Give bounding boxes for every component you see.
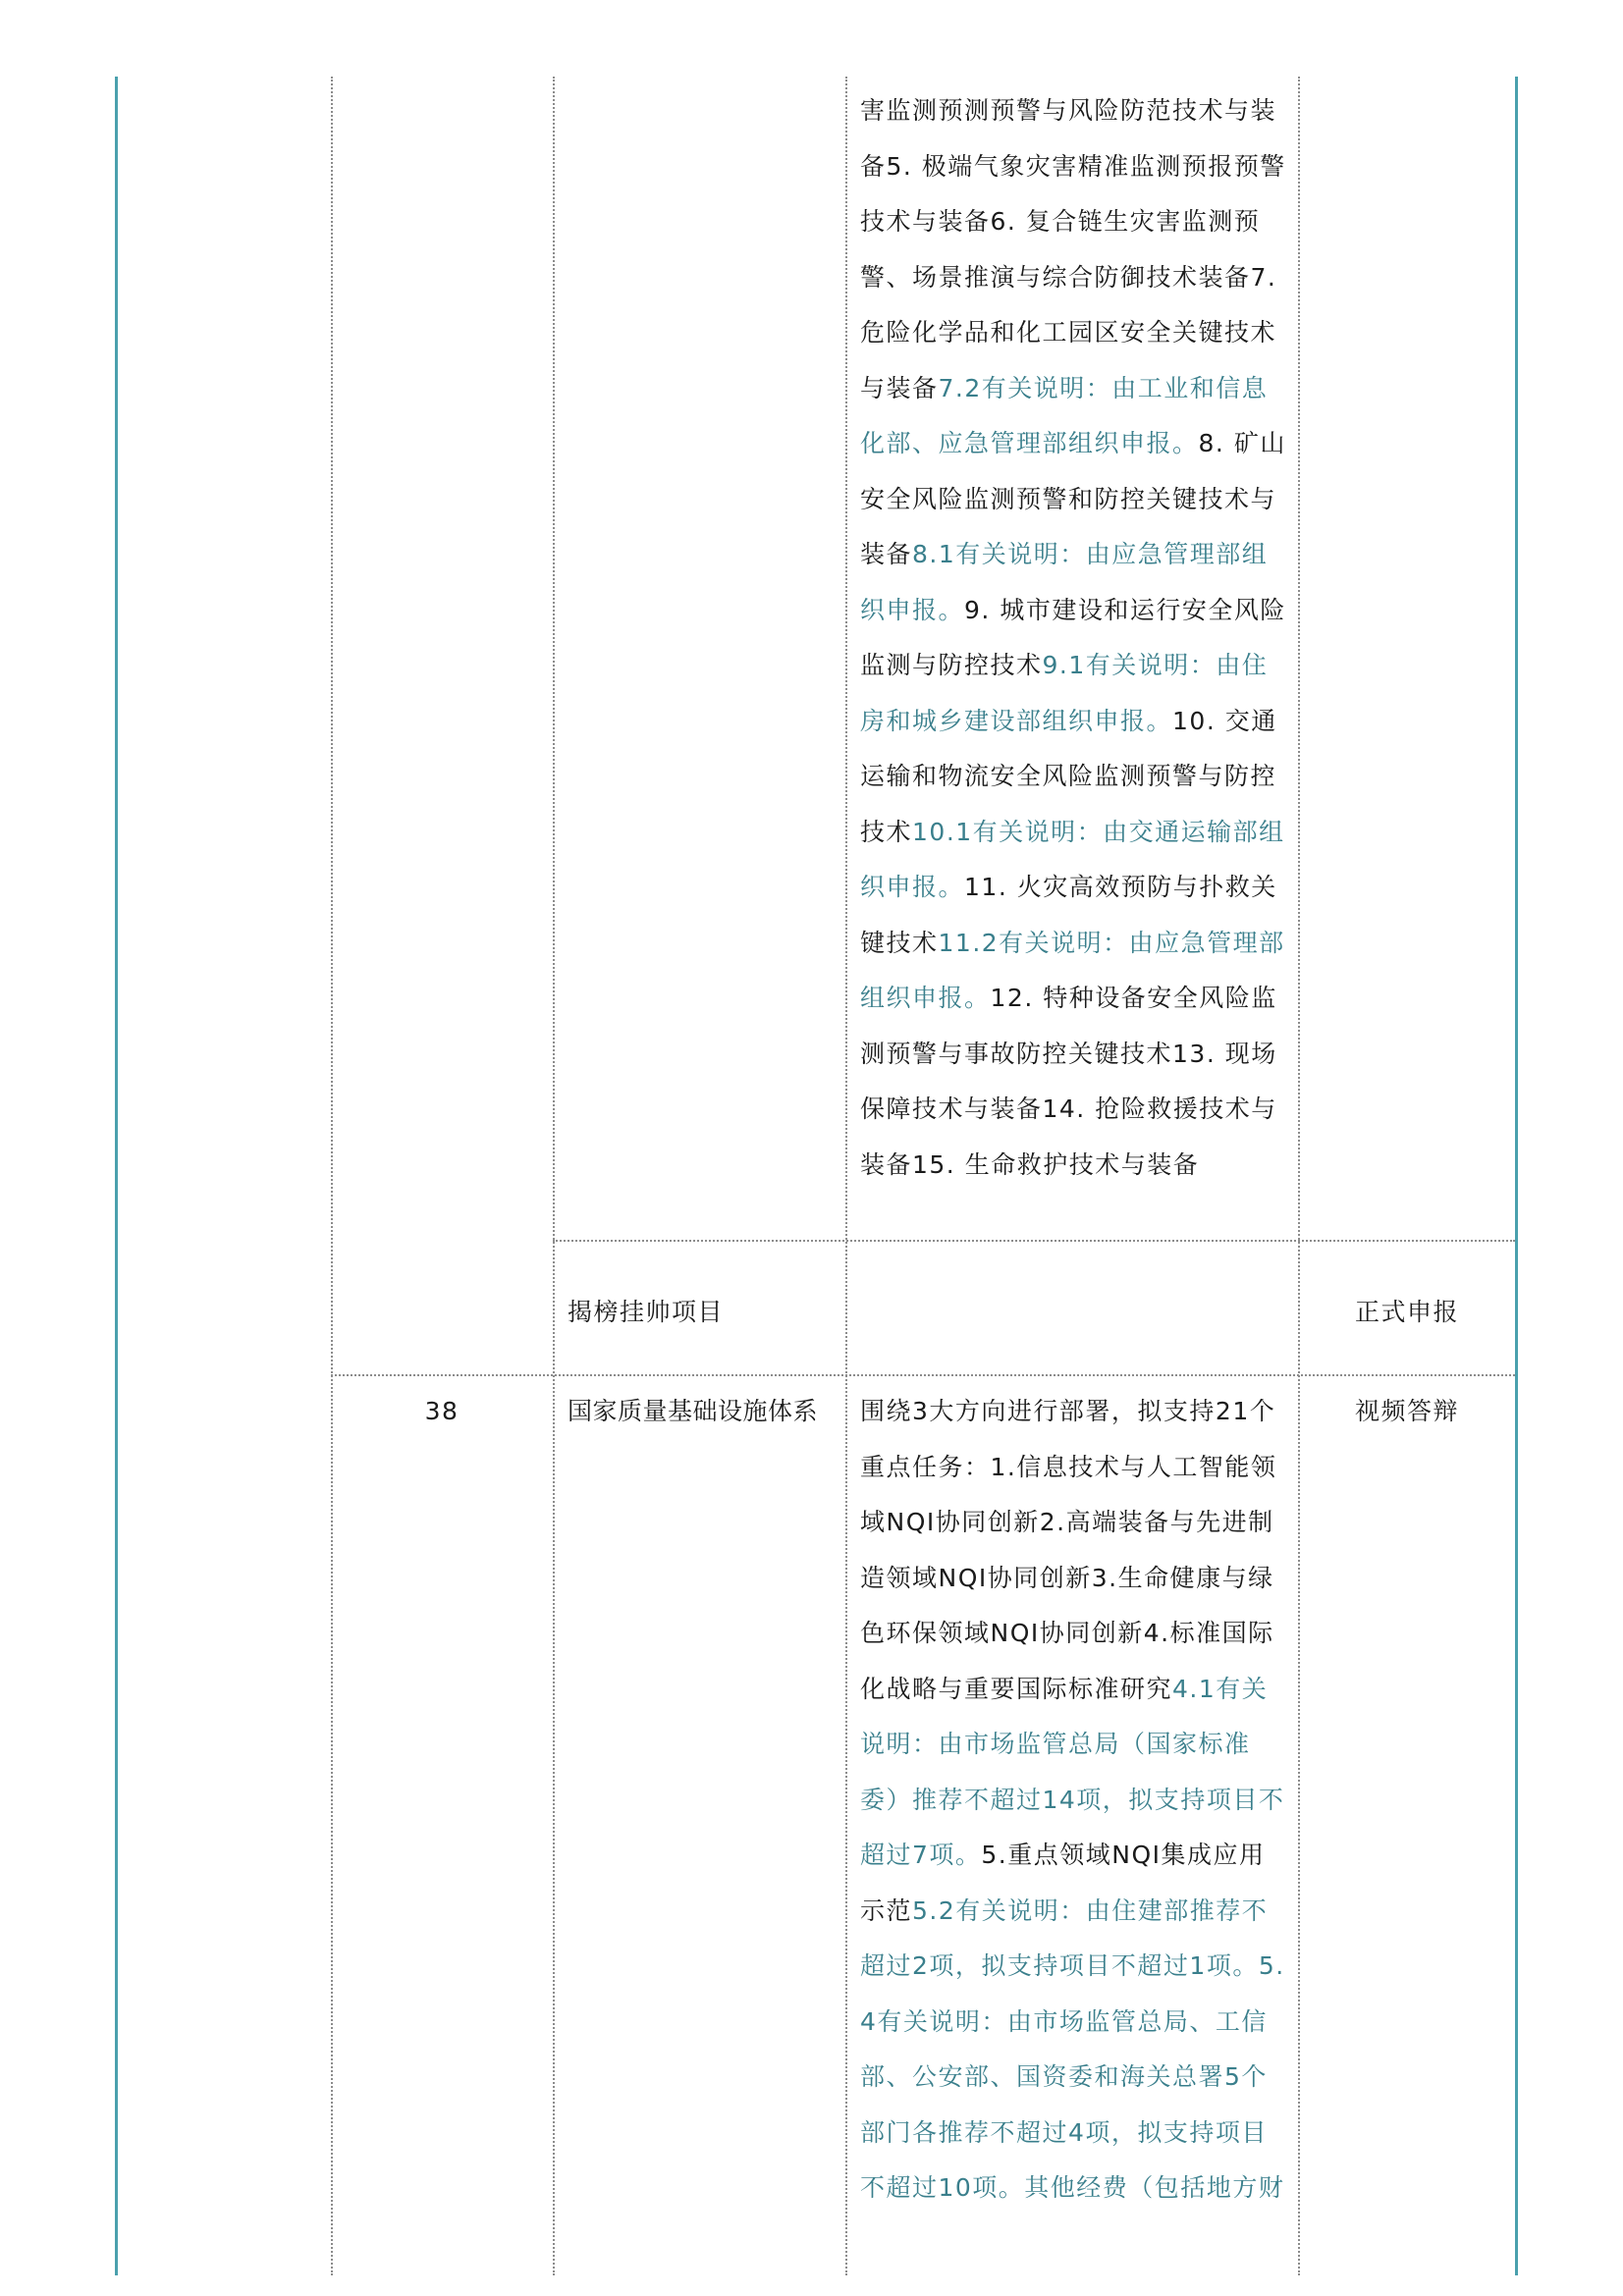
top-description-text: 11. 火灾高效预防与扑救关键技术 <box>860 873 1277 957</box>
top-description-note-text: 11.2有关说明：由应急管理部组织申报。 <box>860 928 1285 1012</box>
top-description-text: 害监测预测预警与风险防范技术与装备5. 极端气象灾害精准监测预报预警技术与装备6. 复合链生灾害监测预警、场景推演与综合防御技术装备7. 危险化学品和化工园区安全关键技术与装备 <box>860 96 1286 402</box>
top-description-note-text: 8.1有关说明：由应急管理部组织申报。 <box>860 540 1269 624</box>
jiebang-submission-method: 正式申报 <box>1354 1298 1459 1326</box>
row-38-submission-method: 视频答辩 <box>1354 1397 1459 1425</box>
column-rule-3 <box>845 77 847 2275</box>
top-description-note-text: 9.1有关说明：由住房和城乡建设部组织申报。 <box>860 651 1269 735</box>
top-description-text: 8. 矿山安全风险监测预警和防控关键技术与装备 <box>860 429 1286 568</box>
row-38-project-name: 国家质量基础设施体系 <box>568 1397 819 1425</box>
row-38-description-text: 围绕3大方向进行部署，拟支持21个重点任务：1.信息技术与人工智能领域NQI协同创新2.高端装备与先进制造领域NQI协同创新3.生命健康与绿色环保领域NQI协同创新4.标准国际化战略与重要国际标准研究 <box>860 1397 1277 1703</box>
row-38-description-text: 5.重点领域NQI集成应用示范 <box>860 1841 1266 1925</box>
row-rule-jiebang-top <box>553 1240 1515 1242</box>
column-rule-4 <box>1298 77 1300 2275</box>
top-description-note-text: 7.2有关说明：由工业和信息化部、应急管理部组织申报。 <box>860 373 1269 457</box>
row-rule-38-top <box>331 1374 1515 1376</box>
left-margin-rule <box>115 77 118 2275</box>
row-38-description-cell <box>860 1384 1286 2216</box>
column-rule-1 <box>331 77 333 2275</box>
column-rule-2 <box>553 77 555 2275</box>
top-description-text: 12. 特种设备安全风险监测预警与事故防控关键技术13. 现场保障技术与装备14. 抢险救援技术与装备15. 生命救护技术与装备 <box>860 984 1277 1179</box>
row-38-description-note-text: 4.1有关说明：由市场监管总局（国家标准委）推荐不超过14项，拟支持项目不超过7项。 <box>860 1674 1285 1869</box>
top-description-cell <box>860 83 1286 1193</box>
row-38-number: 38 <box>424 1397 460 1425</box>
right-margin-rule <box>1515 77 1518 2275</box>
jiebang-project-name: 揭榜挂帅项目 <box>568 1298 725 1326</box>
top-description-text: 9. 城市建设和运行安全风险监测与防控技术 <box>860 595 1286 679</box>
top-description-note-text: 10.1有关说明：由交通运输部组织申报。 <box>860 817 1285 901</box>
top-description-text: 10. 交通运输和物流安全风险监测预警与防控技术 <box>860 706 1277 846</box>
row-38-description-note-text: 5.2有关说明：由住建部推荐不超过2项，拟支持项目不超过1项。5.4有关说明：由市场监管总局、工信部、公安部、国资委和海关总署5个部门各推荐不超过4项，拟支持项目不超过10项。其他经费（包括地方财 <box>860 1896 1285 2202</box>
